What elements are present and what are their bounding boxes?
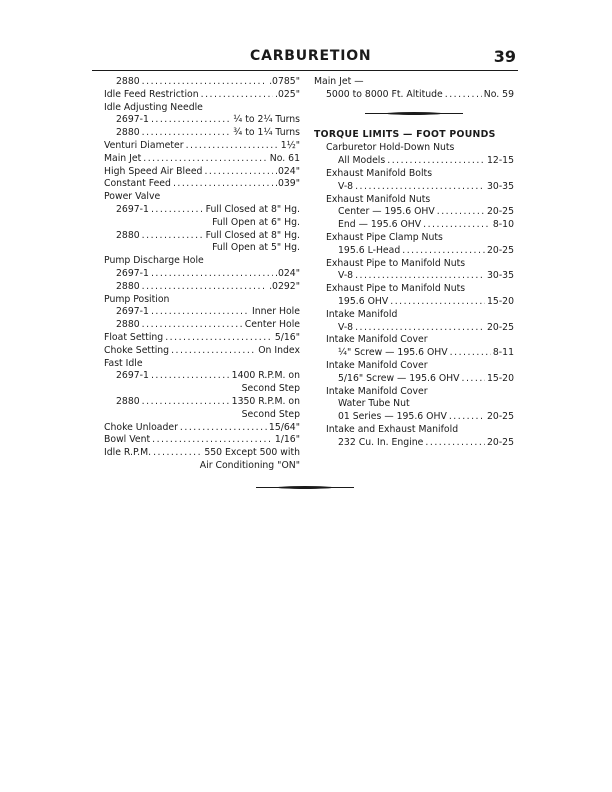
leader-dots: [171, 345, 256, 358]
spec-value: .024": [275, 165, 300, 177]
right-column: [314, 76, 514, 450]
spec-label: Carburetor Hold-Down Nuts: [326, 142, 455, 154]
spec-row: [104, 76, 300, 89]
spec-row: [314, 206, 514, 219]
spec-row: [104, 166, 300, 179]
spec-value: 30-35: [486, 270, 514, 282]
spec-value: 12-15: [486, 155, 514, 167]
spec-row: [104, 191, 300, 204]
leader-dots: [186, 140, 279, 153]
spec-value: ¾ to 1¼ Turns: [233, 127, 300, 139]
spec-label: 2697-1: [116, 267, 149, 279]
leader-dots: [437, 206, 485, 219]
leader-dots: [152, 434, 273, 447]
spec-label: 2697-1: [116, 114, 149, 126]
spec-row: [314, 168, 514, 181]
spec-row: [314, 437, 514, 450]
spec-row: [314, 258, 514, 271]
spec-label: High Speed Air Bleed: [104, 165, 203, 177]
spec-row: [314, 334, 514, 347]
spec-label: 2880: [116, 395, 140, 407]
spec-label: V-8: [338, 321, 354, 333]
spec-value: 1350 R.P.M. on: [231, 395, 300, 407]
spec-label: 5000 to 8000 Ft. Altitude: [326, 88, 443, 100]
spec-label: Intake Manifold: [326, 308, 398, 320]
spec-value: Full Closed at 8" Hg.: [205, 203, 300, 215]
leader-dots: [142, 127, 232, 140]
spec-row: [314, 181, 514, 194]
leader-dots: [151, 268, 273, 281]
end-ornament: [256, 487, 354, 489]
spec-value: 20-25: [486, 321, 514, 333]
spec-label: Bowl Vent: [104, 434, 151, 446]
spec-row: [104, 127, 300, 140]
spec-row: [104, 230, 300, 243]
spec-label: 2880: [116, 76, 140, 87]
left-column: [104, 76, 300, 473]
spec-value: Air Conditioning "ON": [199, 459, 300, 471]
leader-dots: [180, 422, 267, 435]
spec-value: Full Open at 6" Hg.: [212, 216, 300, 228]
spec-row: [314, 398, 514, 411]
spec-value: 15-20: [486, 295, 514, 307]
spec-row: [314, 245, 514, 258]
spec-label: Water Tube Nut: [338, 398, 410, 410]
spec-row: [104, 255, 300, 268]
spec-value: 15/64": [268, 421, 300, 433]
torque-limits-list: [314, 142, 514, 449]
spec-row: [104, 204, 300, 217]
spec-row: [104, 383, 300, 396]
spec-value: Full Open at 5" Hg.: [212, 242, 300, 254]
spec-label: Center — 195.6 OHV: [338, 206, 435, 218]
leader-dots: [355, 270, 485, 283]
spec-label: Venturi Diameter: [104, 139, 184, 151]
spec-row: [104, 306, 300, 319]
spec-row: [314, 89, 514, 102]
leader-dots: [390, 296, 485, 309]
leader-dots: [423, 219, 491, 232]
spec-row: [314, 219, 514, 232]
spec-row: [314, 347, 514, 360]
spec-value: 30-35: [486, 180, 514, 192]
spec-label: Pump Discharge Hole: [104, 255, 204, 267]
spec-value: 1400 R.P.M. on: [231, 370, 300, 382]
leader-dots: [165, 332, 273, 345]
spec-row: [104, 358, 300, 371]
leader-dots: [201, 89, 273, 102]
spec-row: [104, 178, 300, 191]
spec-row: [104, 102, 300, 115]
spec-value: .0292": [269, 280, 300, 292]
leader-dots: [425, 437, 485, 450]
spec-row: [314, 411, 514, 424]
page-title: CARBURETION: [250, 48, 372, 64]
spec-row: [104, 332, 300, 345]
spec-label: Exhaust Pipe Clamp Nuts: [326, 231, 443, 243]
spec-row: [104, 460, 300, 473]
page-header: [92, 46, 518, 71]
spec-label: 2880: [116, 229, 140, 241]
spec-value: Second Step: [241, 408, 300, 420]
spec-value: 5/16": [274, 331, 300, 343]
spec-label: Exhaust Pipe to Manifold Nuts: [326, 283, 466, 295]
spec-value: .024": [275, 267, 300, 279]
spec-row: [104, 409, 300, 422]
spec-row: [314, 194, 514, 207]
spec-value: No. 59: [483, 88, 514, 100]
spec-value: Full Closed at 8" Hg.: [205, 229, 300, 241]
spec-label: V-8: [338, 270, 354, 282]
spec-row: [314, 360, 514, 373]
spec-label: Power Valve: [104, 191, 161, 203]
leader-dots: [142, 281, 267, 294]
spec-row: [314, 373, 514, 386]
spec-label: Intake Manifold Cover: [326, 334, 428, 346]
leader-dots: [204, 166, 273, 179]
spec-value: 8-11: [492, 347, 514, 359]
spec-row: [314, 283, 514, 296]
spec-label: 2697-1: [116, 370, 149, 382]
spec-label: Main Jet: [104, 152, 142, 164]
spec-row: [314, 322, 514, 335]
spec-label: Exhaust Manifold Bolts: [326, 167, 433, 179]
spec-value: 550 Except 500 with: [204, 447, 300, 459]
torque-limits-heading: TORQUE LIMITS — FOOT POUNDS: [314, 128, 496, 140]
spec-label: Choke Setting: [104, 344, 170, 356]
leader-dots: [142, 76, 267, 89]
spec-row: [104, 294, 300, 307]
spec-value: 1½": [280, 139, 300, 151]
spec-row: [104, 422, 300, 435]
spec-label: 232 Cu. In. Engine: [338, 436, 424, 448]
spec-row: [104, 396, 300, 409]
spec-label: 2697-1: [116, 306, 149, 318]
spec-label: 01 Series — 195.6 OHV: [338, 411, 447, 423]
spec-row: [104, 217, 300, 230]
spec-row: [314, 142, 514, 155]
spec-label: 2880: [116, 280, 140, 292]
spec-row: [104, 345, 300, 358]
spec-value: 20-25: [486, 411, 514, 423]
spec-row: [314, 309, 514, 322]
spec-label: 2880: [116, 319, 140, 331]
spec-label: 195.6 OHV: [338, 295, 389, 307]
spec-label: Intake Manifold Cover: [326, 385, 428, 397]
spec-row: [104, 89, 300, 102]
spec-row: [104, 434, 300, 447]
spec-label: ¼" Screw — 195.6 OHV: [338, 347, 448, 359]
spec-label: Float Setting: [104, 331, 164, 343]
leader-dots: [153, 447, 202, 460]
spec-label: All Models: [338, 155, 386, 167]
spec-value: .0785": [269, 76, 300, 87]
spec-value: Second Step: [241, 383, 300, 395]
leader-dots: [151, 370, 230, 383]
spec-row: [104, 114, 300, 127]
spec-label: 195.6 L-Head: [338, 244, 401, 256]
section-divider-ornament: [314, 113, 514, 115]
leader-dots: [449, 411, 485, 424]
spec-label: Pump Position: [104, 293, 170, 305]
spec-label: Exhaust Pipe to Manifold Nuts: [326, 257, 466, 269]
leader-dots: [355, 322, 485, 335]
spec-value: On Index: [258, 344, 300, 356]
spec-row: [104, 140, 300, 153]
spec-label: Main Jet —: [314, 76, 364, 87]
spec-label: End — 195.6 OHV: [338, 219, 422, 231]
leader-dots: [355, 181, 485, 194]
spec-value: 20-25: [486, 436, 514, 448]
leader-dots: [151, 114, 231, 127]
leader-dots: [151, 306, 250, 319]
spec-value: 1/16": [274, 434, 300, 446]
spec-row: [104, 268, 300, 281]
spec-row: [104, 447, 300, 460]
spec-value: 20-25: [486, 206, 514, 218]
leader-dots: [142, 396, 230, 409]
spec-label: Idle Adjusting Needle: [104, 101, 203, 113]
spec-label: Exhaust Manifold Nuts: [326, 193, 431, 205]
spec-label: 2697-1: [116, 203, 149, 215]
spec-label: Choke Unloader: [104, 421, 178, 433]
leader-dots: [173, 178, 273, 191]
spec-value: .039": [275, 178, 300, 190]
spec-value: .025": [275, 88, 300, 100]
leader-dots: [142, 319, 243, 332]
spec-row: [104, 319, 300, 332]
spec-label: Fast Idle: [104, 357, 143, 369]
leader-dots: [462, 373, 485, 386]
spec-label: Idle R.P.M.: [104, 447, 152, 459]
spec-value: ¼ to 2¼ Turns: [233, 114, 300, 126]
leader-dots: [445, 89, 482, 102]
spec-row: [314, 296, 514, 309]
spec-value: Center Hole: [244, 319, 300, 331]
spec-row: [314, 386, 514, 399]
spec-value: Inner Hole: [251, 306, 300, 318]
leader-dots: [142, 230, 204, 243]
main-jet-altitude-section: [314, 76, 514, 102]
page-number: 39: [493, 47, 516, 66]
spec-label: 5/16" Screw — 195.6 OHV: [338, 372, 460, 384]
leader-dots: [387, 155, 485, 168]
spec-label: Idle Feed Restriction: [104, 88, 199, 100]
spec-row: [104, 370, 300, 383]
spec-row: [314, 232, 514, 245]
leader-dots: [151, 204, 204, 217]
spec-value: No. 61: [269, 152, 300, 164]
spec-row: [104, 281, 300, 294]
spec-label: 2880: [116, 127, 140, 139]
spec-row: [314, 155, 514, 168]
spec-row: [314, 424, 514, 437]
spec-row: [104, 153, 300, 166]
spec-label: Intake Manifold Cover: [326, 359, 428, 371]
spec-label: Constant Feed: [104, 178, 171, 190]
spec-label: Intake and Exhaust Manifold: [326, 423, 459, 435]
spec-value: 15-20: [486, 372, 514, 384]
leader-dots: [143, 153, 268, 166]
spec-row: [104, 242, 300, 255]
spec-value: 20-25: [486, 244, 514, 256]
spec-row: [314, 76, 514, 89]
spec-row: [314, 270, 514, 283]
leader-dots: [450, 347, 491, 360]
spec-label: V-8: [338, 180, 354, 192]
leader-dots: [402, 245, 485, 258]
spec-value: 8-10: [492, 219, 514, 231]
